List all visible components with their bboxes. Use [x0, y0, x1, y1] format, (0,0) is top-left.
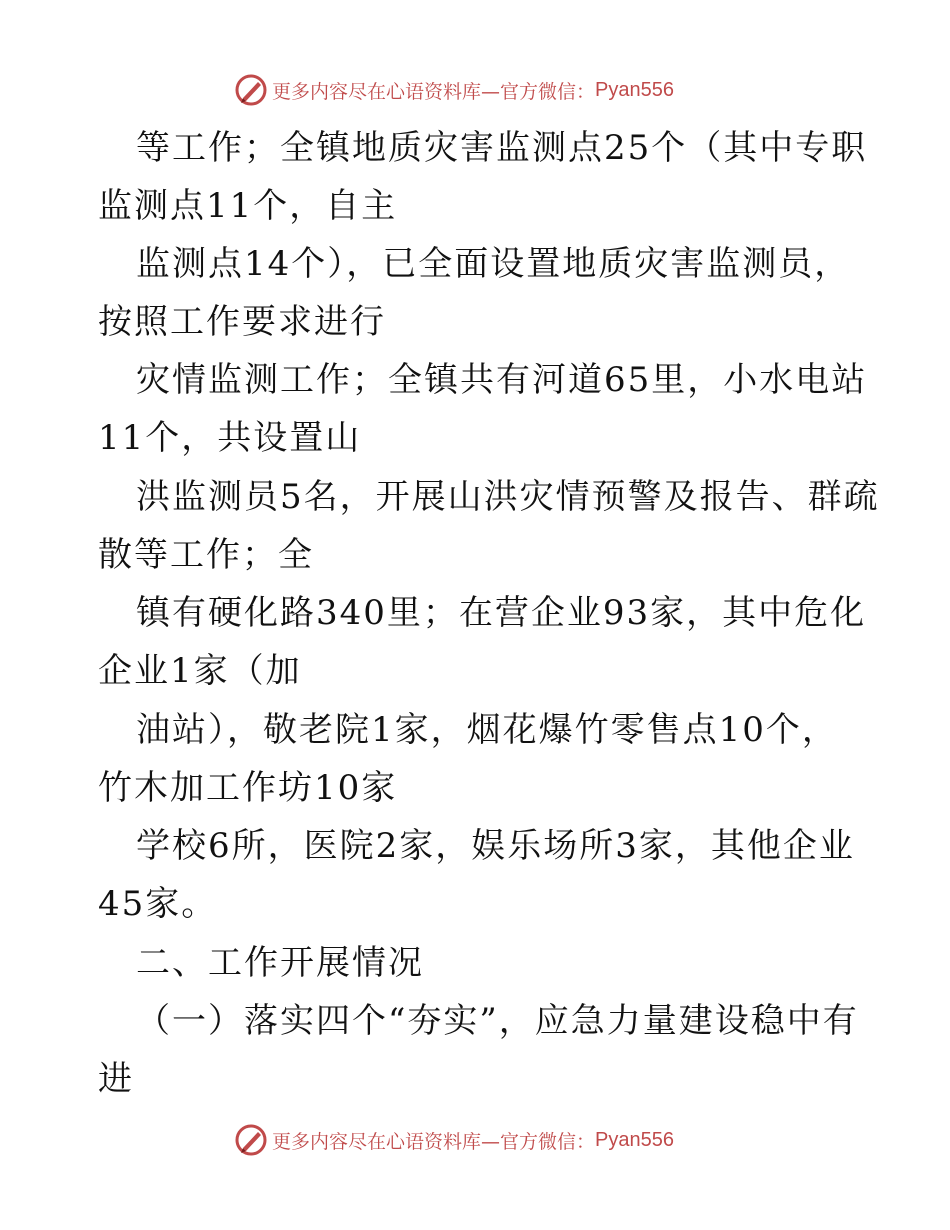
text-line: 油站），敬老院1家，烟花爆竹零售点10个，: [136, 710, 838, 750]
text-line: 45家。: [98, 884, 218, 924]
pen-logo-icon: [234, 1123, 268, 1157]
section-heading: 二、工作开展情况: [136, 943, 424, 983]
pen-logo-icon: [234, 73, 268, 107]
text-line: 等工作；全镇地质灾害监测点25个（其中专职: [136, 128, 868, 168]
watermark-text: 更多内容尽在心语资料库—官方微信：: [272, 80, 596, 103]
watermark-wechat-id: Pyan556: [595, 78, 674, 101]
text-line: 灾情监测工作；全镇共有河道65里，小水电站: [136, 360, 868, 400]
watermark-footer: [234, 1122, 674, 1158]
text-line: 镇有硬化路340里；在营企业93家，其中危化: [136, 593, 867, 633]
text-line: 散等工作；全: [98, 535, 314, 575]
text-line: 11个，共设置山: [98, 418, 362, 458]
subsection-heading: （一）落实四个“夯实”，应急力量建设稳中有: [136, 1001, 859, 1041]
watermark-wechat-id: Pyan556: [595, 1128, 674, 1151]
text-line: 洪监测员5名，开展山洪灾情预警及报告、群疏: [136, 477, 880, 517]
text-line: 竹木加工作坊10家: [98, 768, 398, 808]
text-line: 按照工作要求进行: [98, 302, 386, 342]
watermark-text: 更多内容尽在心语资料库—官方微信：: [272, 1130, 596, 1153]
watermark-header: [234, 72, 674, 108]
text-line: 监测点14个），已全面设置地质灾害监测员，: [136, 244, 851, 284]
text-line: 进: [98, 1059, 134, 1099]
text-line: 企业1家（加: [98, 651, 302, 691]
text-line: 学校6所，医院2家，娱乐场所3家，其他企业: [136, 826, 855, 866]
text-line: 监测点11个，自主: [98, 186, 398, 226]
